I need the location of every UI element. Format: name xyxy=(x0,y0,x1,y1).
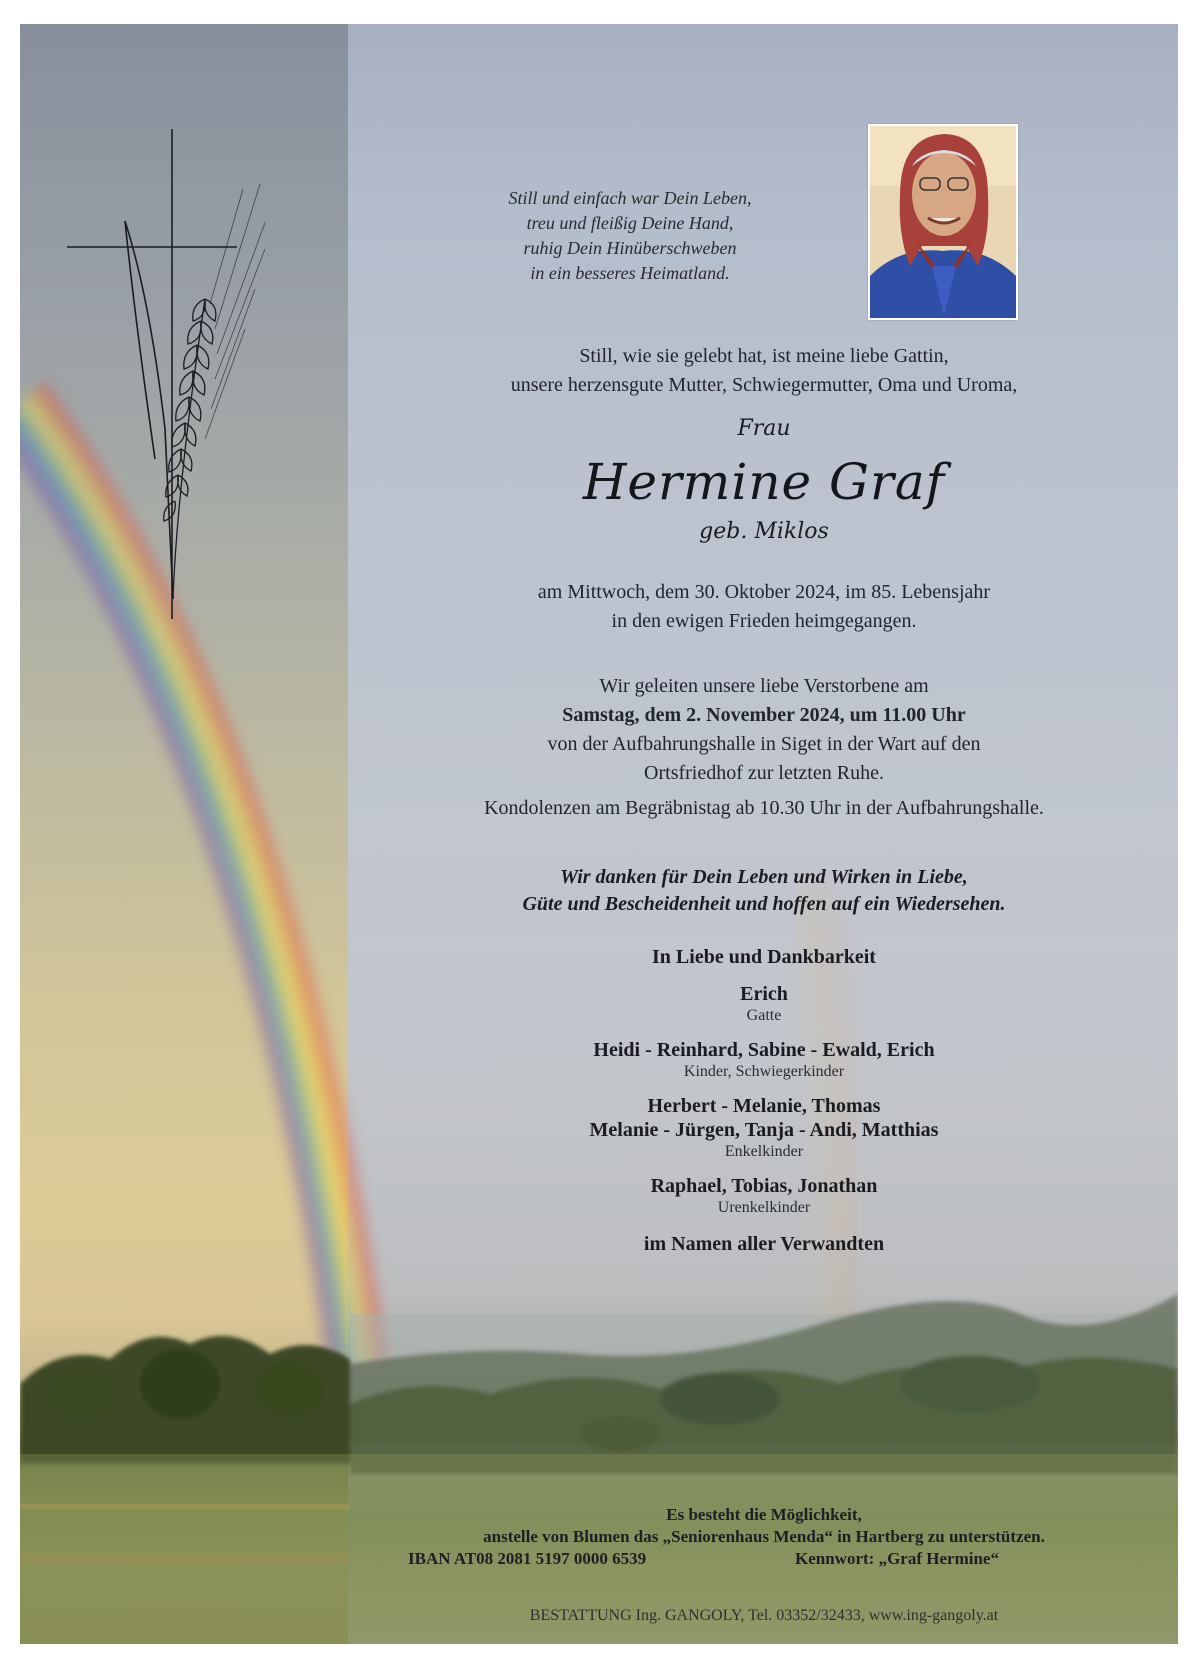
birth-name: geb. Miklos xyxy=(699,519,829,544)
cross-with-wheat-ear-icon xyxy=(65,129,265,629)
mourner-names: Herbert - Melanie, Thomas xyxy=(647,1095,881,1117)
mourner-group xyxy=(350,982,1178,1026)
donation-bank-row xyxy=(350,1548,1178,1570)
mourner-relation: Urenkelkinder xyxy=(717,1199,811,1216)
donation-keyword: Kennwort: „Graf Hermine“ xyxy=(795,1549,999,1568)
poem xyxy=(450,186,810,286)
donation-line: anstelle von Blumen das „Seniorenhaus Menda“ in Hartberg zu unterstützen. xyxy=(483,1527,1045,1546)
mourner-names: Raphael, Tobias, Jonathan xyxy=(650,1175,878,1197)
mourner-names: Erich xyxy=(740,983,788,1005)
undertaker-footer: BESTATTUNG Ing. GANGOLY, Tel. 03352/32433, www.ing-gangoly.at xyxy=(529,1607,999,1624)
mourner-group xyxy=(350,1094,1178,1162)
intro-text xyxy=(350,342,1178,400)
funeral-line: Wir geleiten unsere liebe Verstorbene am xyxy=(599,675,929,697)
thanks-line: Wir danken für Dein Leben und Wirken in Liebe, xyxy=(560,866,968,888)
donation-notice xyxy=(350,1504,1178,1570)
obituary-sheet xyxy=(20,24,1178,1644)
poem-line: ruhig Dein Hinüberschweben xyxy=(523,238,737,258)
mourner-names: Melanie - Jürgen, Tanja - Andi, Matthias xyxy=(589,1119,939,1141)
funeral-line: Ortsfriedhof zur letzten Ruhe. xyxy=(644,762,884,784)
salutation: Frau xyxy=(737,416,791,441)
funeral-date-time: Samstag, dem 2. November 2024, um 11.00 Uhr xyxy=(562,704,966,726)
mourners-closing: im Namen aller Verwandten xyxy=(643,1233,885,1255)
thanks-text xyxy=(350,864,1178,918)
mourners-heading: In Liebe und Dankbarkeit xyxy=(652,946,876,968)
death-notice xyxy=(350,578,1178,636)
mourner-group xyxy=(350,1038,1178,1082)
mourner-relation: Enkelkinder xyxy=(724,1143,804,1160)
mourner-relation: Gatte xyxy=(746,1007,782,1024)
intro-line: unsere herzensgute Mutter, Schwiegermutter, Oma und Uroma, xyxy=(510,374,1018,396)
condolences-line: Kondolenzen am Begräbnistag ab 10.30 Uhr in der Aufbahrungshalle. xyxy=(484,797,1044,819)
portrait-photo xyxy=(868,124,1018,320)
deceased-name: Hermine Graf xyxy=(582,453,946,511)
death-line: in den ewigen Frieden heimgegangen. xyxy=(611,610,917,632)
mourner-names: Heidi - Reinhard, Sabine - Ewald, Erich xyxy=(593,1039,935,1061)
funeral-line: von der Aufbahrungshalle in Siget in der Wart auf den xyxy=(547,733,981,755)
donation-line: Es besteht die Möglichkeit, xyxy=(666,1505,862,1524)
poem-line: Still und einfach war Dein Leben, xyxy=(508,188,752,208)
intro-line: Still, wie sie gelebt hat, ist meine liebe Gattin, xyxy=(579,345,949,367)
mourner-relation: Kinder, Schwiegerkinder xyxy=(683,1063,845,1080)
poem-line: treu und fleißig Deine Hand, xyxy=(526,213,734,233)
poem-line: in ein besseres Heimatland. xyxy=(530,263,730,283)
mourner-group xyxy=(350,1174,1178,1218)
donation-iban: IBAN AT08 2081 5197 0000 6539 xyxy=(408,1549,647,1568)
thanks-line: Güte und Bescheidenheit und hoffen auf ein Wiedersehen. xyxy=(522,893,1006,915)
mourners-section xyxy=(350,944,1178,1256)
funeral-info xyxy=(350,672,1178,823)
death-line: am Mittwoch, dem 30. Oktober 2024, im 85. Lebensjahr xyxy=(537,581,991,603)
